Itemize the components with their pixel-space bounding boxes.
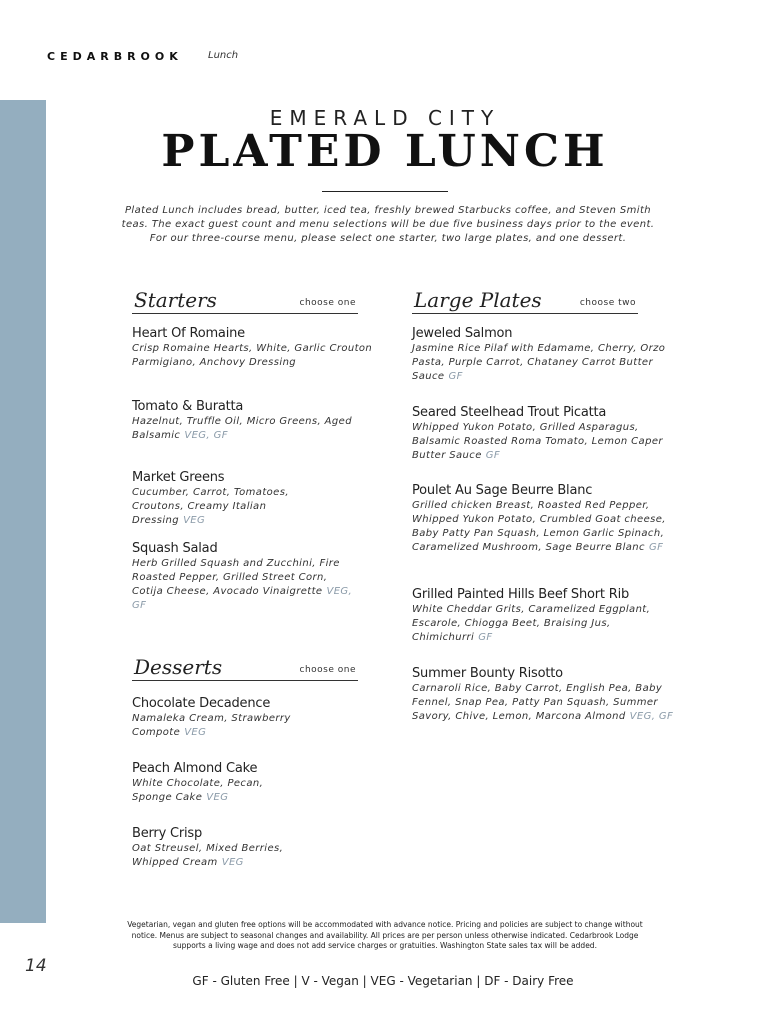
starters-title: Starters bbox=[134, 288, 217, 312]
page-supertitle: EMERALD CITY bbox=[269, 106, 501, 130]
menu-item bbox=[132, 761, 292, 805]
item-desc: Crisp Romaine Hearts, White, Garlic Crouton Parmigiano, Anchovy Dressing bbox=[132, 343, 373, 368]
item-desc: Grilled chicken Breast, Roasted Red Pepper, Whipped Yukon Potato, Crumbled Goat cheese, Baby Patty Pan Squash, Lemon Garlic Spinach, Caramelized Mushroom, Sage Beurre Blanc GF bbox=[412, 500, 666, 553]
item-name: Seared Steelhead Trout Picatta bbox=[412, 405, 607, 420]
item-desc: Cucumber, Carrot, Tomatoes, Croutons, Creamy Italian Dressing VEG bbox=[132, 487, 289, 526]
large-plates-heading bbox=[412, 285, 638, 314]
menu-item bbox=[132, 326, 387, 370]
item-desc: Oat Streusel, Mixed Berries, Whipped Cream VEG bbox=[132, 843, 284, 868]
item-name: Heart Of Romaine bbox=[132, 326, 245, 341]
starters-note: choose one bbox=[299, 298, 356, 308]
dietary-tag: GF bbox=[448, 371, 463, 382]
item-desc: Carnaroli Rice, Baby Carrot, English Pea, Baby Fennel, Snap Pea, Patty Pan Squash, Summer Savory, Chive, Lemon, Marcona Almond VEG, GF bbox=[412, 683, 674, 722]
dietary-tag: VEG bbox=[221, 857, 244, 868]
menu-item bbox=[132, 826, 312, 870]
disclaimer-text: Vegetarian, vegan and gluten free options will be accommodated with advance notice. Pricing and policies are subject to change without notice. Menus are subject to seasonal changes and availability. All prices are per person unless otherwise indicated. Cedarbrook Lodge supports a living wage and does not add service charges or gratuities. Washington State sales tax will be added. bbox=[127, 920, 643, 950]
menu-item bbox=[132, 696, 332, 740]
page-number: 14 bbox=[25, 956, 47, 976]
desserts-heading bbox=[132, 652, 358, 681]
menu-item bbox=[132, 470, 342, 528]
menu-item bbox=[412, 483, 680, 555]
dietary-tag: GF bbox=[648, 542, 664, 553]
page-title: PLATED LUNCH bbox=[161, 126, 609, 177]
item-name: Squash Salad bbox=[132, 541, 218, 556]
side-accent-bar bbox=[0, 100, 46, 923]
item-name: Market Greens bbox=[132, 470, 225, 485]
menu-item bbox=[132, 399, 362, 443]
dietary-tag: VEG, GF bbox=[629, 711, 674, 722]
dietary-tag: VEG bbox=[184, 727, 207, 738]
desserts-title: Desserts bbox=[134, 655, 223, 679]
dietary-tag: GF bbox=[478, 632, 493, 643]
item-name: Berry Crisp bbox=[132, 826, 203, 841]
dietary-tag: VEG, GF bbox=[132, 586, 353, 611]
menu-item bbox=[132, 541, 362, 613]
dietary-tag: VEG bbox=[183, 515, 206, 526]
item-name: Jeweled Salmon bbox=[412, 326, 513, 341]
item-desc: Whipped Yukon Potato, Grilled Asparagus, Balsamic Roasted Roma Tomato, Lemon Caper Butter Sauce GF bbox=[412, 422, 663, 461]
brand-name: CEDARBROOK bbox=[47, 50, 183, 63]
section-label: Lunch bbox=[208, 50, 239, 61]
item-desc: Namaleka Cream, Strawberry Compote VEG bbox=[132, 713, 291, 738]
item-name: Tomato & Buratta bbox=[132, 399, 244, 414]
dietary-tag: VEG bbox=[206, 792, 229, 803]
menu-item bbox=[412, 405, 680, 463]
large-plates-note: choose two bbox=[579, 298, 636, 308]
starters-heading bbox=[132, 285, 358, 314]
item-desc: Jasmine Rice Pilaf with Edamame, Cherry, Orzo Pasta, Purple Carrot, Chataney Carrot Butter Sauce GF bbox=[412, 343, 666, 382]
menu-item bbox=[412, 326, 680, 384]
item-name: Grilled Painted Hills Beef Short Rib bbox=[412, 587, 630, 602]
item-desc: White Chocolate, Pecan, Sponge Cake VEG bbox=[132, 778, 264, 803]
title-divider bbox=[322, 191, 448, 192]
item-desc: Hazelnut, Truffle Oil, Micro Greens, Aged Balsamic VEG, GF bbox=[132, 416, 352, 441]
desserts-note: choose one bbox=[299, 665, 356, 675]
item-name: Peach Almond Cake bbox=[132, 761, 258, 776]
dietary-legend: GF - Gluten Free | V - Vegan | VEG - Vegetarian | DF - Dairy Free bbox=[192, 974, 574, 988]
large-plates-title: Large Plates bbox=[414, 288, 542, 312]
dietary-tag: GF bbox=[485, 450, 501, 461]
menu-item bbox=[412, 666, 680, 724]
dietary-tag: VEG, GF bbox=[184, 430, 228, 441]
intro-text: Plated Lunch includes bread, butter, iced tea, freshly brewed Starbucks coffee, and Steven Smith teas. The exact guest count and menu selections will be due five business days prior to the event. For our three-course menu, please select one starter, two large plates, and one dessert. bbox=[121, 205, 655, 244]
item-name: Summer Bounty Risotto bbox=[412, 666, 563, 681]
item-name: Poulet Au Sage Beurre Blanc bbox=[412, 483, 593, 498]
item-desc: Herb Grilled Squash and Zucchini, Fire Roasted Pepper, Grilled Street Corn, Cotija Cheese, Avocado Vinaigrette VEG, GF bbox=[132, 558, 353, 611]
item-desc: White Cheddar Grits, Caramelized Eggplant, Escarole, Chiogga Beet, Braising Jus, Chimichurri GF bbox=[412, 604, 651, 643]
item-name: Chocolate Decadence bbox=[132, 696, 271, 711]
menu-item bbox=[412, 587, 680, 645]
